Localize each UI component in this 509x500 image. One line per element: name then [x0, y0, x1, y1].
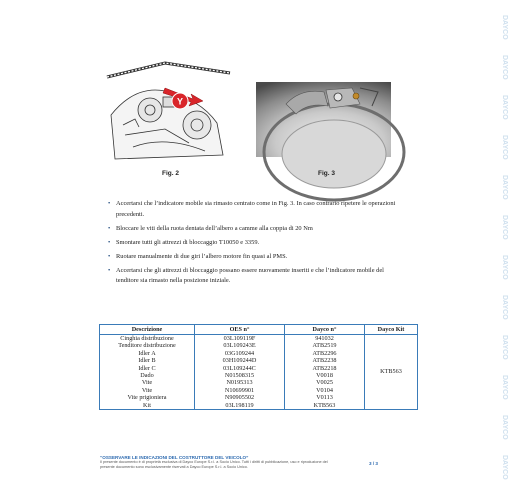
header-description: Descrizione	[100, 325, 195, 335]
cell-oes: 03L109119F	[195, 335, 285, 343]
cell-dayco: V0018	[285, 372, 365, 379]
cell-oes: 03L198119	[195, 402, 285, 410]
cell-oes: 03L109244C	[195, 365, 285, 372]
header-dayco: Dayco n°	[285, 325, 365, 335]
footer	[100, 455, 400, 470]
cell-dayco: ATB2238	[285, 357, 365, 364]
instruction-item: • Accertarsi che gli attrezzi di bloccaggio possano essere nuovamente inseriti e che l’indicatore mobile del tenditore sia rimasto nella posizione iniziale.	[108, 266, 408, 287]
cell-dayco: ATB2296	[285, 350, 365, 357]
cell-description: Kit	[100, 402, 195, 410]
cell-description: Idler B	[100, 357, 195, 364]
cell-dayco: 941032	[285, 335, 365, 343]
watermark: DAYCO DAYCO DAYCO DAYCO DAYCO DAYCO DAYCO DAYCO DAYCO DAYCO DAYCO DAYCO	[484, 0, 494, 500]
cell-dayco: ATB2519	[285, 342, 365, 349]
page-number: 3 / 3	[369, 461, 378, 466]
fig2-caption: Fig. 2	[162, 170, 179, 177]
parts-table	[99, 324, 418, 410]
instruction-item: • Smontare tutti gli attrezzi di bloccaggio T10050 e 3359.	[108, 238, 408, 249]
cell-description: Vite	[100, 387, 195, 394]
cell-oes: 03G109244	[195, 350, 285, 357]
cell-description: Vite	[100, 379, 195, 386]
y-marker: Y	[176, 96, 184, 107]
cell-dayco: V0025	[285, 379, 365, 386]
instruction-list	[108, 199, 408, 290]
cell-description: Dado	[100, 372, 195, 379]
fig3-photo	[256, 82, 391, 157]
cell-dayco: V0113	[285, 394, 365, 401]
cell-oes: 03L109243E	[195, 342, 285, 349]
header-kit: Dayco Kit	[365, 325, 418, 335]
table-row	[100, 335, 418, 343]
table-header-row	[100, 325, 418, 335]
header-oes: OES n°	[195, 325, 285, 335]
instruction-item: • Ruotare manualmente di due giri l’albero motore fin quasi al PMS.	[108, 252, 408, 263]
cell-oes: N0195313	[195, 379, 285, 386]
cell-oes: N90905502	[195, 394, 285, 401]
footer-heading: “OSSERVARE LE INDICAZIONI DEL COSTRUTTORE DEL VEICOLO”	[100, 455, 249, 460]
watermark-text: DAYCO	[501, 15, 508, 40]
cell-kit: KTB563	[365, 335, 418, 410]
cell-description: Cinghia distribuzione	[100, 335, 195, 343]
cell-description: Tenditore distribuzione	[100, 342, 195, 349]
cell-dayco: ATB2218	[285, 365, 365, 372]
fig3-caption: Fig. 3	[318, 170, 335, 177]
footer-legal-text: Il presente documento è di proprietà esclusiva di Dayco Europe S.r.l. a Socio Unico. Tutti i diritti di pubblicazione, uso e riproduzione del presente documento sono esclusivamente riservati a Dayco Europe S.r.l. a Socio Unico.	[100, 460, 328, 469]
fig2-drawing	[105, 55, 240, 167]
cell-oes: 03H109244D	[195, 357, 285, 364]
cell-dayco: V0104	[285, 387, 365, 394]
cell-description: Idler A	[100, 350, 195, 357]
cell-description: Idler C	[100, 365, 195, 372]
cell-description: Vite prigioniera	[100, 394, 195, 401]
cell-dayco: KTB563	[285, 402, 365, 410]
cell-oes: N10699901	[195, 387, 285, 394]
cell-oes: N01508315	[195, 372, 285, 379]
instruction-item: • Bloccare le viti della ruota dentata dell’albero a camme alla coppia di 20 Nm	[108, 224, 408, 235]
instruction-item: • Accertarsi che l’indicatore mobile sia rimasto centrato come in Fig. 3. In caso contrario ripetere le operazioni precedenti.	[108, 199, 408, 220]
